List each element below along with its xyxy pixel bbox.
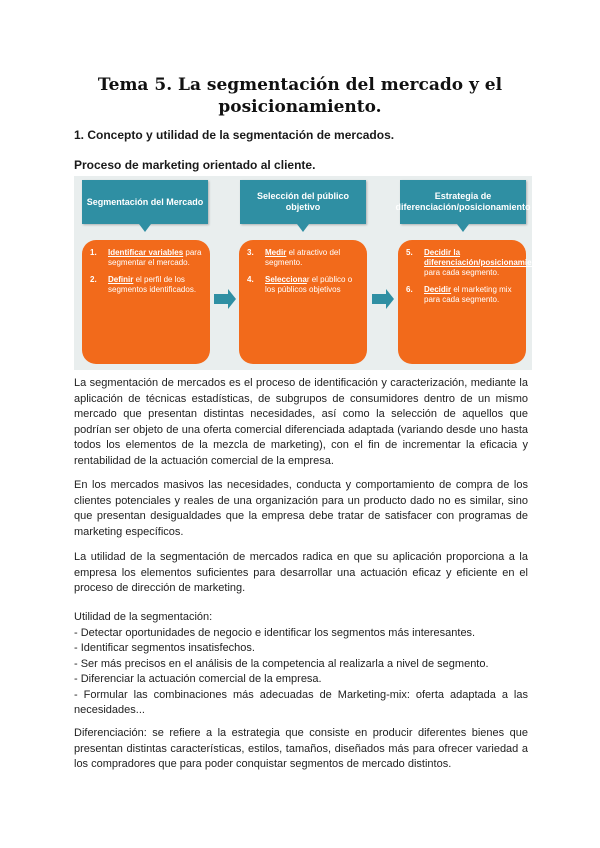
down-arrow-icon (457, 224, 469, 232)
diagram-header-target: Selección del público objetivo (240, 180, 366, 224)
diagram-step: 4. Seleccionar el público o los públicos objetivos (247, 275, 353, 294)
down-arrow-icon (297, 224, 309, 232)
page-title: Tema 5. La segmentación del mercado y el posicionamiento. (97, 75, 503, 117)
diagram-step: 2. Definir el perfil de los segmentos identificados. (90, 275, 197, 294)
list-item: - Formular las combinaciones más adecuadas de Marketing-mix: oferta adaptada a las necesidades... (74, 688, 528, 716)
right-arrow-icon (214, 294, 228, 304)
diagram-header-segmentation: Segmentación del Mercado (82, 180, 208, 224)
diagram-box-segmentation (82, 240, 210, 364)
list-item: - Diferenciar la actuación comercial de la empresa. (74, 673, 322, 685)
diagram-header-strategy: Estrategia de diferenciación/posicionamiento (400, 180, 526, 224)
list-item: - Ser más precisos en el análisis de la competencia al realizarla a nivel de segmento. (74, 657, 489, 670)
diagram-step: 3. Medir el atractivo del segmento. (247, 248, 341, 267)
section-heading: 1. Concepto y utilidad de la segmentación de mercados. (74, 128, 395, 142)
paragraph-utility: La utilidad de la segmentación de mercados radica en que su aplicación proporciona a la empresa los elementos suficientes para desarrollar una actuación eficaz y eficiente en el proceso de dirección de marketing. (74, 551, 528, 594)
down-arrow-icon (139, 224, 151, 232)
utility-heading: Utilidad de la segmentación: (74, 611, 213, 623)
list-item: - Identificar segmentos insatisfechos. (74, 642, 255, 654)
marketing-process-diagram (74, 176, 545, 370)
utility-list (74, 610, 528, 719)
diagram-step: 6. Decidir el marketing mix para cada segmento. (406, 285, 512, 304)
subsection-heading: Proceso de marketing orientado al cliente. (74, 158, 316, 172)
diagram-box-target (239, 240, 367, 364)
diagram-box-strategy (398, 240, 545, 364)
paragraph-mass-markets: En los mercados masivos las necesidades, conducta y comportamiento de compra de los clientes potenciales y reales de una organización para un producto dado no es similar, sino que presentan desigualdades que la empresa debe tratar de satisfacer con programas de marketing específicos. (74, 479, 528, 538)
paragraph-definition: La segmentación de mercados es el proceso de identificación y caracterización, mediante la aplicación de técnicas estadísticas, de subgrupos de consumidores dentro de un mismo mercado que presentan distintas necesidades, así como la selección de aquellos que podrían ser objeto de una oferta comercial diferenciada adaptada (variando desde uno hasta todos los elementos de la mezcla de marketing), con el fin de incrementar la eficacia y rentabilidad de la actuación comercial de la empresa. (74, 377, 528, 467)
list-item: - Detectar oportunidades de negocio e identificar los segmentos más interesantes. (74, 626, 476, 639)
paragraph-differentiation: Diferenciación: se refiere a la estrategia que consiste en producir diferentes bienes que presentan distintas características, estilos, tamaños, diseñados más para ofrecer variedad a los compradores que para poder conquistar segmentos de mercado distintos. (74, 727, 528, 770)
diagram-step: 5. Decidir la diferenciación/posicionamiento para cada segmento. (406, 248, 545, 277)
right-arrow-icon (372, 294, 386, 304)
diagram-step: 1. Identificar variables para segmentar el mercado. (90, 248, 202, 267)
